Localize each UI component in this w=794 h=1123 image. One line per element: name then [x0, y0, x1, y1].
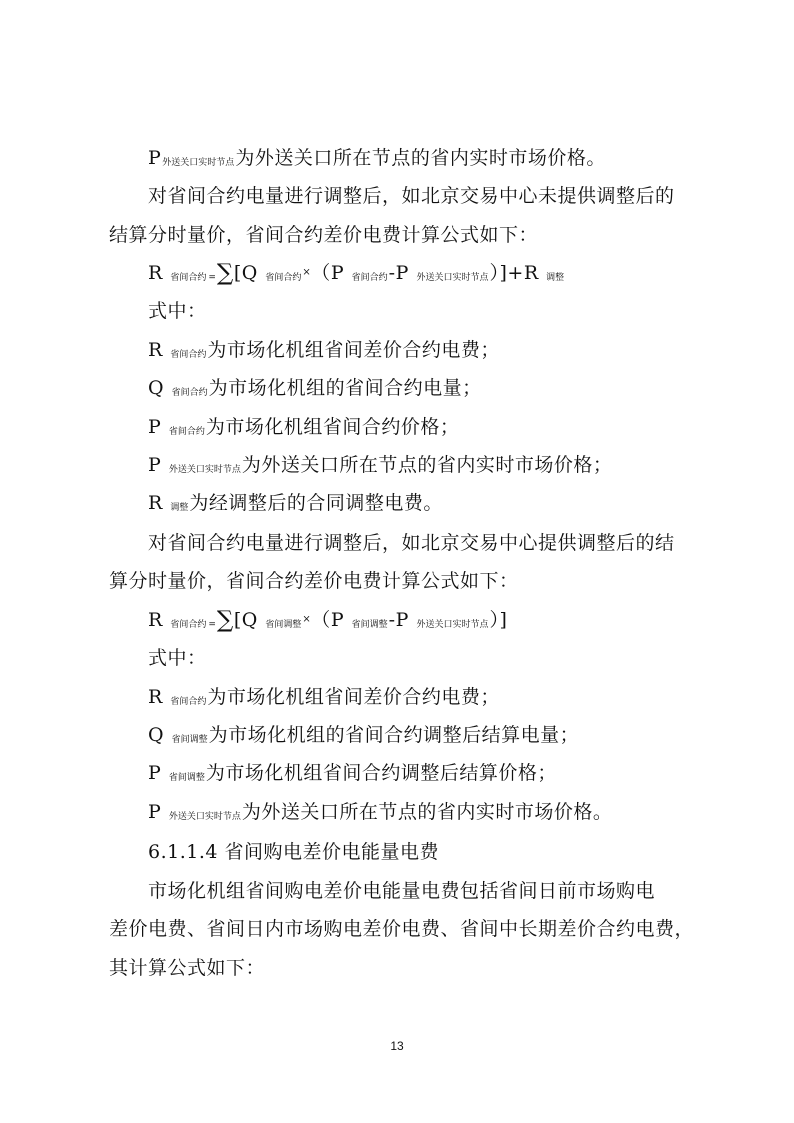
- formula-paren: （: [311, 609, 331, 631]
- formula-symbol: R: [523, 262, 539, 284]
- formula-operator: +: [507, 262, 524, 284]
- formula-symbol: P: [330, 609, 345, 631]
- variable: P: [148, 454, 162, 476]
- formula-subscript: 省间合约: [351, 273, 388, 283]
- variable-subscript: 省间调整: [171, 735, 208, 745]
- formula-symbol: Q: [241, 262, 258, 284]
- variable-subscript: 调整: [170, 503, 189, 513]
- variable: P: [148, 762, 162, 784]
- definition-text: 为市场化机组省间差价合约电费；: [207, 339, 500, 361]
- formula-subscript: 省间合约: [265, 273, 302, 283]
- paragraph-line: 其计算公式如下：: [109, 957, 266, 979]
- definition-text: 为市场化机组省间差价合约电费；: [207, 686, 500, 708]
- where-label: 式中：: [148, 300, 207, 322]
- variable-subscript: 外送关口实时节点: [168, 465, 241, 475]
- formula-subscript: 外送关口实时节点: [416, 620, 489, 630]
- formula-subscript: 外送关口实时节点: [416, 273, 489, 283]
- formula-subscript: 省间合约: [170, 273, 207, 283]
- definition-line: [148, 490, 794, 521]
- definition-line: [148, 452, 794, 483]
- variable: Q: [148, 724, 165, 746]
- variable: P: [148, 801, 162, 823]
- formula-symbol: P: [395, 262, 409, 284]
- definition-text: 为市场化机组的省间合约调整后结算电量；: [208, 724, 580, 746]
- formula-subscript: 省间合约: [170, 620, 207, 630]
- variable-subscript: 省间调整: [168, 773, 205, 783]
- formula-subscript: 省间调整: [265, 620, 302, 630]
- variable: P: [148, 416, 162, 438]
- definition-line: [148, 799, 794, 830]
- formula-operator: ×: [302, 614, 312, 625]
- section-heading: 6.1.1.4 省间购电差价电能量电费: [148, 841, 440, 863]
- sum-symbol: ∑: [216, 260, 234, 286]
- definition-text: 为市场化机组省间合约价格；: [205, 416, 460, 438]
- formula-symbol: R: [148, 609, 163, 631]
- paragraph-line: 算分时量价，省间合约差价电费计算公式如下：: [109, 570, 519, 592]
- formula-bracket: [: [233, 609, 242, 631]
- formula-symbol: P: [395, 609, 409, 631]
- paragraph-line: 对省间合约电量进行调整后，如北京交易中心提供调整后的结: [148, 532, 675, 554]
- definition-text: 为外送关口所在节点的省内实时市场价格；: [241, 454, 613, 476]
- variable-subscript: 省间合约: [171, 388, 208, 398]
- definition-line: [148, 414, 794, 445]
- definition-line: [148, 722, 794, 753]
- formula-bracket: [: [233, 262, 242, 284]
- formula-operator: =: [208, 620, 216, 630]
- definition-text: 为外送关口所在节点的省内实时市场价格。: [235, 147, 606, 169]
- variable: R: [148, 686, 163, 708]
- formula-operator: ×: [302, 267, 312, 278]
- formula: [148, 607, 794, 638]
- variable-subscript: 省间合约: [170, 350, 207, 360]
- paragraph-line: 差价电费、省间日内市场购电差价电费、省间中长期差价合约电费，: [109, 918, 695, 940]
- sum-symbol: ∑: [216, 607, 234, 633]
- formula-operator: =: [208, 273, 216, 283]
- definition-line: [148, 145, 794, 176]
- variable: R: [148, 339, 163, 361]
- definition-text: 为市场化机组省间合约调整后结算价格；: [205, 762, 557, 784]
- formula-operator: -: [388, 262, 396, 284]
- variable-subscript: 外送关口实时节点: [168, 812, 241, 822]
- formula-operator: -: [388, 609, 396, 631]
- variable-subscript: 省间合约: [168, 427, 205, 437]
- paragraph-line: 对省间合约电量进行调整后，如北京交易中心未提供调整后的: [148, 185, 675, 207]
- definition-text: 为市场化机组的省间合约电量；: [208, 377, 482, 399]
- variable-subscript: 省间合约: [170, 697, 207, 707]
- formula-bracket: ]: [499, 262, 508, 284]
- formula-subscript: 调整: [546, 273, 565, 283]
- where-label: 式中：: [148, 647, 207, 669]
- variable-subscript: 外送关口实时节点: [162, 158, 235, 168]
- formula-paren: ）: [489, 609, 500, 631]
- definition-text: 为外送关口所在节点的省内实时市场价格。: [241, 801, 613, 823]
- definition-line: [148, 684, 794, 715]
- paragraph-line: 结算分时量价，省间合约差价电费计算公式如下：: [109, 224, 539, 246]
- formula-symbol: P: [330, 262, 345, 284]
- formula-subscript: 省间调整: [351, 620, 388, 630]
- variable: Q: [148, 377, 165, 399]
- variable: R: [148, 492, 163, 514]
- definition-line: [148, 337, 794, 368]
- formula: [148, 260, 794, 291]
- page-number: 13: [390, 1039, 404, 1053]
- formula-paren: （: [311, 262, 331, 284]
- definition-text: 为经调整后的合同调整电费。: [189, 492, 443, 514]
- definition-line: [148, 760, 794, 791]
- variable: P: [148, 147, 162, 169]
- definition-line: [148, 375, 794, 406]
- paragraph-line: 市场化机组省间购电差价电能量电费包括省间日前市场购电: [148, 880, 656, 902]
- formula-bracket: ]: [499, 609, 508, 631]
- formula-symbol: R: [148, 262, 163, 284]
- formula-paren: ）: [489, 262, 500, 284]
- formula-symbol: Q: [241, 609, 258, 631]
